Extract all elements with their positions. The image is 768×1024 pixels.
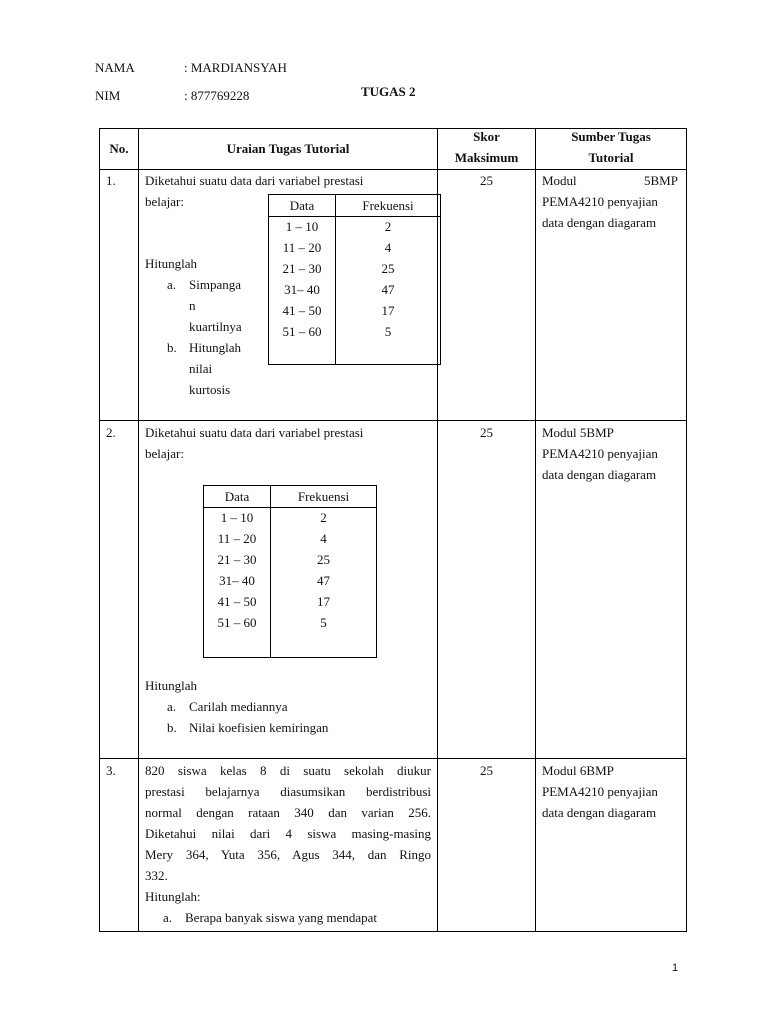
item-letter: a. xyxy=(163,910,173,925)
freq-value-cell: 17 xyxy=(317,594,330,609)
freq-data-cell: 51 – 60 xyxy=(217,615,257,630)
source-text: 5BMP xyxy=(644,173,678,188)
source-text: PEMA4210 penyajian xyxy=(542,784,658,799)
question-text-line: Mery 364, Yuta 356, Agus 344, dan Ringo xyxy=(145,847,431,862)
question-intro-cont: belajar: xyxy=(145,446,184,461)
item-text: Nilai koefisien kemiringan xyxy=(189,720,329,735)
question-intro: Diketahui suatu data dari variabel prestasi xyxy=(145,425,364,440)
row-number: 3. xyxy=(106,763,116,778)
freq-data-cell: 41 – 50 xyxy=(282,303,322,318)
max-score: 25 xyxy=(480,173,493,188)
freq-header-data: Data xyxy=(289,198,315,213)
row-number: 2. xyxy=(106,425,116,440)
freq-value-cell: 2 xyxy=(320,510,327,525)
item-text: Carilah mediannya xyxy=(189,699,288,714)
item-letter: a. xyxy=(167,699,177,714)
freq-value-cell: 4 xyxy=(384,240,392,255)
max-score: 25 xyxy=(480,763,493,778)
freq-value-cell: 5 xyxy=(384,324,392,339)
document-title: TUGAS 2 xyxy=(361,84,416,99)
freq-data-cell: 51 – 60 xyxy=(282,324,322,339)
item-text: Berapa banyak siswa yang mendapat xyxy=(185,910,378,925)
item-text: n xyxy=(189,298,196,313)
table-col-sep-3 xyxy=(535,128,536,932)
freq-value-cell: 25 xyxy=(381,261,395,276)
col-header-sumber-2: Tutorial xyxy=(588,150,634,165)
frequency-table xyxy=(268,194,441,365)
freq-data-cell: 21 – 30 xyxy=(282,261,322,276)
frequency-table xyxy=(203,485,377,658)
item-letter: a. xyxy=(167,277,177,292)
freq-data-cell: 1 – 10 xyxy=(285,219,319,234)
item-letter: b. xyxy=(167,340,177,355)
source-text: data dengan diagaram xyxy=(542,805,657,820)
freq-data-cell: 1 – 10 xyxy=(220,510,254,525)
freq-data-cell: 11 – 20 xyxy=(217,531,257,546)
question-text-line: 332. xyxy=(145,868,168,883)
item-text: kurtosis xyxy=(189,382,231,397)
table-border-left xyxy=(99,128,100,932)
page-number: 1 xyxy=(672,962,679,974)
source-text: data dengan diagaram xyxy=(542,467,657,482)
freq-data-cell: 31– 40 xyxy=(284,282,320,297)
freq-value-cell: 2 xyxy=(384,219,392,234)
table-col-sep-1 xyxy=(138,128,139,932)
nama-value: : MARDIANSYAH xyxy=(184,60,287,75)
freq-value-cell: 5 xyxy=(320,615,327,630)
freq-value-cell: 4 xyxy=(320,531,327,546)
col-header-no: No. xyxy=(109,141,129,156)
source-text: Modul 5BMP xyxy=(542,425,614,440)
question-intro: Diketahui suatu data dari variabel prestasi xyxy=(145,173,364,188)
question-instruction: Hitunglah xyxy=(145,678,197,693)
item-text: Simpanga xyxy=(189,277,241,292)
item-text: kuartilnya xyxy=(189,319,242,334)
question-intro-cont: belajar: xyxy=(145,194,184,209)
freq-header-data: Data xyxy=(224,489,250,504)
col-header-uraian: Uraian Tugas Tutorial xyxy=(226,141,350,156)
freq-data-cell: 41 – 50 xyxy=(217,594,257,609)
item-text: nilai xyxy=(189,361,213,376)
freq-header-frekuensi: Frekuensi xyxy=(297,489,350,504)
source-text: Modul xyxy=(542,173,577,188)
freq-data-cell: 31– 40 xyxy=(219,573,255,588)
item-letter: b. xyxy=(167,720,177,735)
row-number: 1. xyxy=(106,173,116,188)
table-row-sep-2 xyxy=(99,758,687,759)
question-text-line: Diketahui nilai dari 4 siswa masing-masing xyxy=(145,826,431,841)
freq-value-cell: 47 xyxy=(317,573,330,588)
question-instruction: Hitunglah xyxy=(145,256,197,271)
freq-header-frekuensi: Frekuensi xyxy=(362,198,414,213)
col-header-skor-1: Skor xyxy=(473,129,500,144)
table-border-right xyxy=(686,128,687,932)
freq-value-cell: 17 xyxy=(381,303,395,318)
question-text-line: 820 siswa kelas 8 di suatu sekolah diukur xyxy=(145,763,431,778)
table-row-sep-1 xyxy=(99,420,687,421)
nama-label: NAMA xyxy=(95,60,135,75)
freq-data-cell: 11 – 20 xyxy=(282,240,322,255)
table-border-bottom xyxy=(99,931,687,932)
nim-value: : 877769228 xyxy=(184,88,250,103)
source-text: Modul 6BMP xyxy=(542,763,614,778)
question-text-line: normal dengan rataan 340 dan varian 256. xyxy=(145,805,431,820)
source-text: data dengan diagaram xyxy=(542,215,657,230)
source-text: PEMA4210 penyajian xyxy=(542,446,658,461)
question-text-line: prestasi belajarnya diasumsikan berdistribusi xyxy=(145,784,431,799)
question-instruction: Hitunglah: xyxy=(145,889,201,904)
freq-value-cell: 25 xyxy=(317,552,330,567)
item-text: Hitunglah xyxy=(189,340,241,355)
col-header-skor-2: Maksimum xyxy=(454,150,519,165)
freq-data-cell: 21 – 30 xyxy=(217,552,257,567)
nim-label: NIM xyxy=(95,88,121,103)
freq-value-cell: 47 xyxy=(381,282,395,297)
col-header-sumber-1: Sumber Tugas xyxy=(571,129,651,144)
source-text: PEMA4210 penyajian xyxy=(542,194,658,209)
max-score: 25 xyxy=(480,425,493,440)
